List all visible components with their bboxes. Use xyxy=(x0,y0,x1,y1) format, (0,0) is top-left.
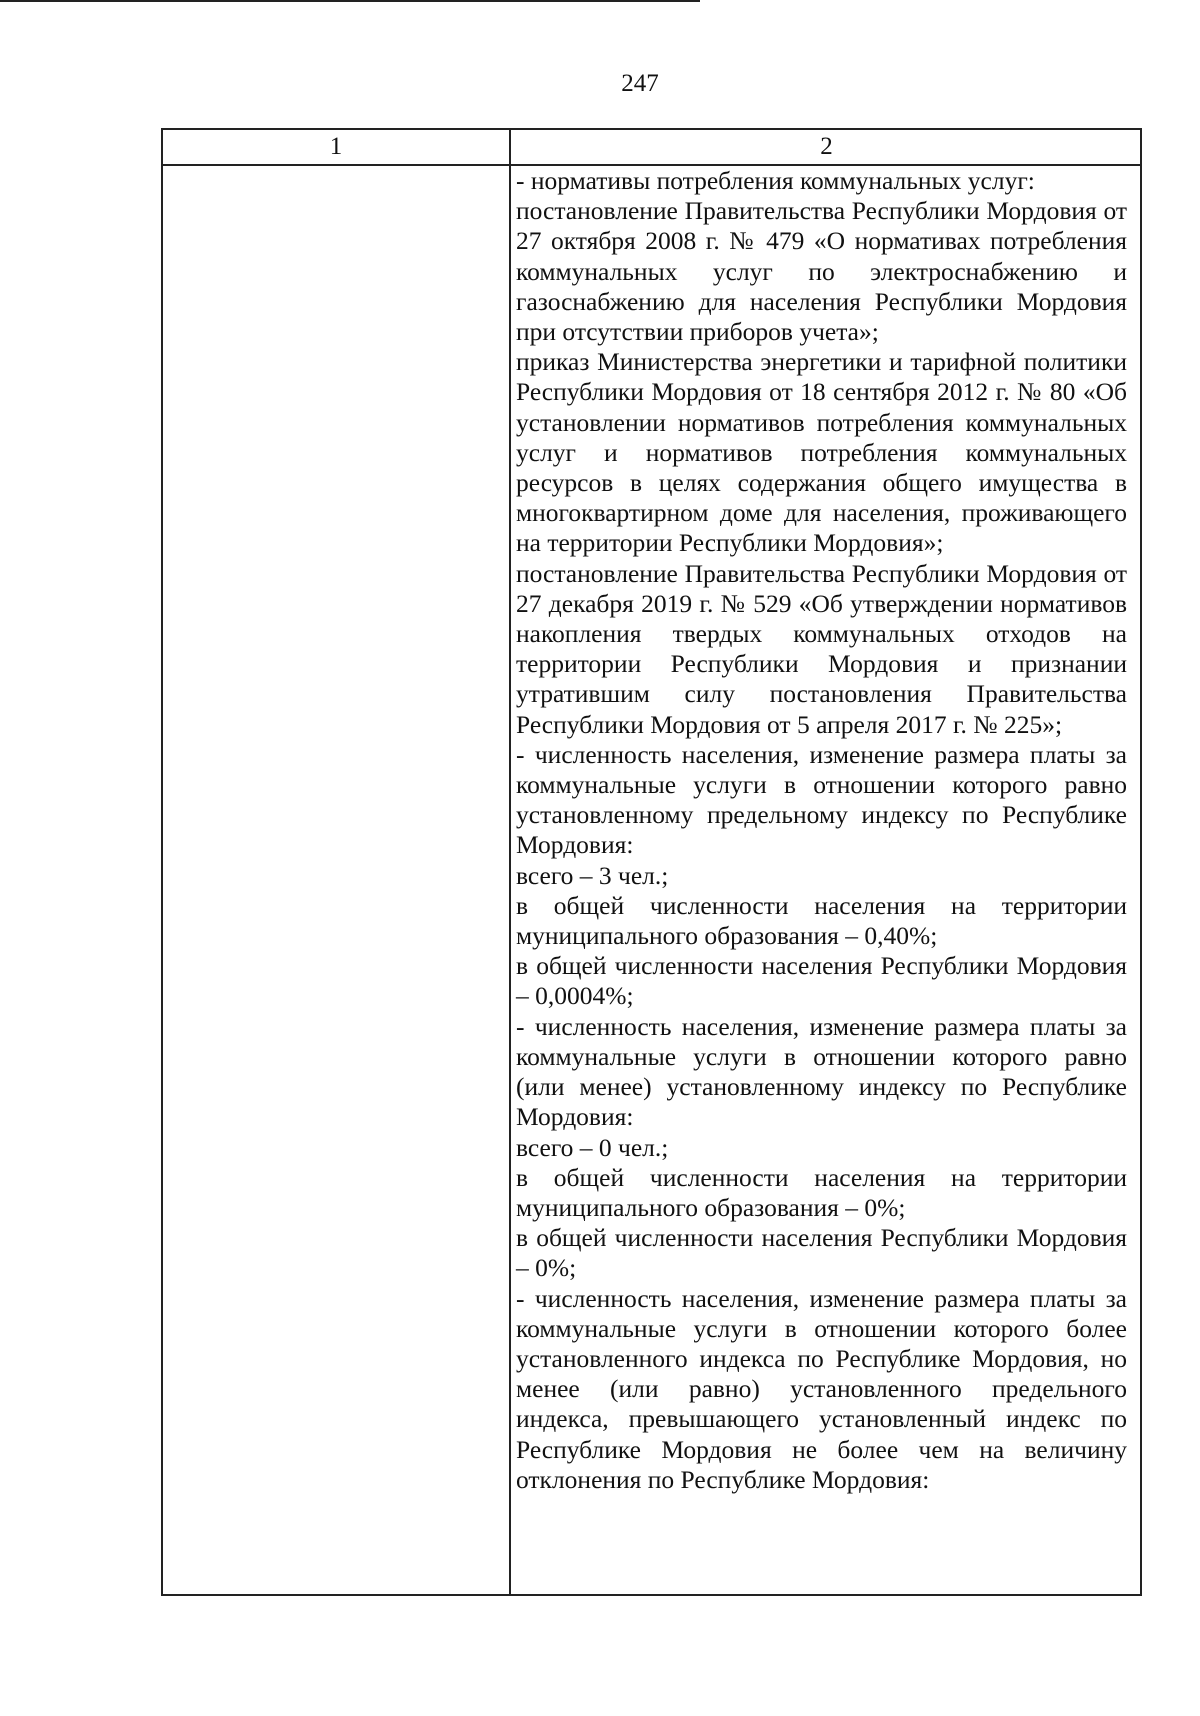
paragraph-municipal-share-1: в общей численности населения на территории муниципального образования – 0,40%; xyxy=(516,890,1127,951)
paragraph-population-above-index: - численность населения, изменение размера платы за коммунальные услуги в отношении которого более установленного индекса по Республике Мордовия, но менее (или равно) установленного предельного индекса, превышающего установленный индекс по Республике Мордовия не более чем на величину отклонения по Республике Мордовия: xyxy=(516,1283,1127,1494)
top-rule xyxy=(0,0,700,2)
column-1-header: 1 xyxy=(329,133,343,160)
paragraph-order-80: приказ Министерства энергетики и тарифной политики Республики Мордовия от 18 сентября 2012 г. № 80 «Об установлении нормативов потребления коммунальных услуг и нормативов потребления коммунальных ресурсов в целях содержания общего имущества в многоквартирном доме для населения, проживающего на территории Республики Мордовия»; xyxy=(516,347,1127,558)
document-table xyxy=(161,128,1142,1596)
paragraph-population-equal-index: - численность населения, изменение размера платы за коммунальные услуги в отношении которого равно (или менее) установленному индексу по Республике Мордовия: xyxy=(516,1011,1127,1132)
paragraph-resolution-529: постановление Правительства Республики Мордовия от 27 декабря 2019 г. № 529 «Об утверждении нормативов накопления твердых коммунальных отходов на территории Республики Мордовия и признании утратившим силу постановления Правительства Республики Мордовия от 5 апреля 2017 г. № 225»; xyxy=(516,558,1127,739)
column-2-header: 2 xyxy=(820,133,833,160)
table-header-row xyxy=(163,130,1140,166)
column-2-cell xyxy=(516,166,1127,1495)
paragraph-population-equal-limit: - численность населения, изменение размера платы за коммунальные услуги в отношении которого равно установленному предельному индексу по Республике Мордовия: xyxy=(516,739,1127,860)
paragraph-republic-share-1: в общей численности населения Республики Мордовия – 0,0004%; xyxy=(516,951,1127,1011)
paragraph-total-0: всего – 0 чел.; xyxy=(516,1132,669,1162)
paragraph-municipal-share-2: в общей численности населения на территории муниципального образования – 0%; xyxy=(516,1162,1127,1222)
paragraph-republic-share-2: в общей численности населения Республики Мордовия – 0%; xyxy=(516,1223,1127,1283)
column-divider xyxy=(509,130,511,1594)
page-number: 247 xyxy=(621,70,659,97)
paragraph-total-3: всего – 3 чел.; xyxy=(516,860,669,890)
paragraph-resolution-479: постановление Правительства Республики Мордовия от 27 октября 2008 г. № 479 «О нормативах потребления коммунальных услуг по электроснабжению и газоснабжению для населения Республики Мордовия при отсутствии приборов учета»; xyxy=(516,196,1127,347)
paragraph-consumption-norms: - нормативы потребления коммунальных услуг: xyxy=(516,166,1035,195)
